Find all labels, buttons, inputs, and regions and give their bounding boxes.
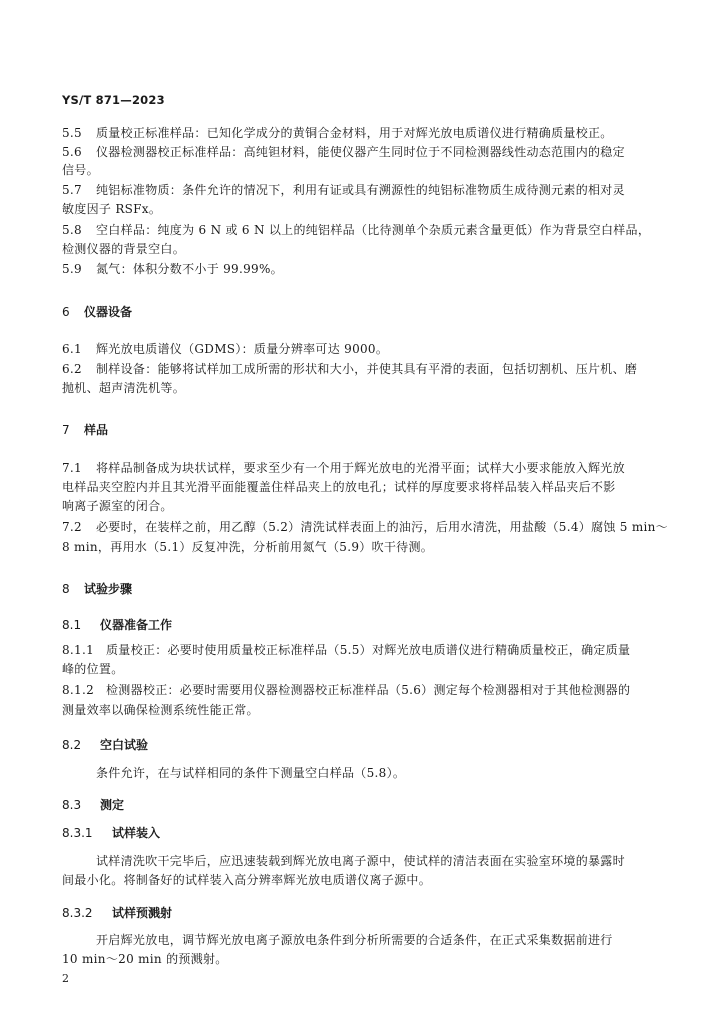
paragraph-8-2: 条件允许，在与试样相同的条件下测量空白样品（5.8）。: [96, 766, 406, 780]
clause-5-5: [62, 125, 613, 141]
subsection-title: 试样装入: [112, 826, 161, 840]
clause-5-7: [62, 182, 625, 198]
clause-7-1: [62, 460, 625, 476]
clause-text-continued: 峰的位置。: [62, 662, 124, 676]
section-title: 样品: [84, 423, 109, 437]
subsection-number: 8.3.2: [62, 906, 93, 920]
paragraph-8-3-2: 开启辉光放电，调节辉光放电离子源放电条件到分析所需要的合适条件，在正式采集数据前进行: [96, 933, 613, 947]
clause-text: 纯铝标准物质：条件允许的情况下，利用有证或具有溯源性的纯铝标准物质生成待测元素的相对灵: [96, 183, 625, 197]
clause-text-continued: 测量效率以确保检测系统性能正常。: [62, 703, 259, 717]
subsection-title: 仪器准备工作: [100, 618, 173, 632]
section-heading-8: [62, 581, 132, 597]
clause-text-continued: 信号。: [62, 163, 99, 177]
subsection-heading-8-3-1: [62, 825, 160, 841]
page-number: 2: [62, 972, 69, 985]
section-number: 8: [62, 582, 70, 596]
paragraph-8-3-1: 试样清洗吹干完毕后，应迅速装载到辉光放电离子源中，使试样的清洁表面在实验室环境的暴露时: [96, 854, 625, 868]
section-heading-7: [62, 422, 108, 438]
clause-number: 5.7: [62, 183, 82, 197]
clause-text: 制样设备：能够将试样加工成所需的形状和大小，并使其具有平滑的表面，包括切割机、压片机、磨: [96, 362, 638, 376]
doc-code-header: YS/T 871—2023: [62, 93, 165, 107]
clause-number: 5.8: [62, 223, 82, 237]
subsection-title: 空白试验: [100, 738, 149, 752]
clause-text: 将样品制备成为块状试样，要求至少有一个用于辉光放电的光滑平面；试样大小要求能放入辉光放: [96, 461, 625, 475]
clause-number: 7.2: [62, 520, 82, 534]
section-number: 6: [62, 305, 70, 319]
subsection-title: 测定: [100, 798, 125, 812]
clause-number: 5.6: [62, 145, 82, 159]
section-heading-6: [62, 304, 132, 320]
subsection-number: 8.1: [62, 618, 82, 632]
clause-number: 5.5: [62, 126, 82, 140]
clause-text-continued: 响离子源室的闭合。: [62, 499, 173, 513]
section-title: 仪器设备: [84, 305, 133, 319]
clause-number: 8.1.1: [62, 643, 95, 657]
subsection-heading-8-3: [62, 797, 124, 813]
clause-text: 必要时，在装样之前，用乙醇（5.2）清洗试样表面上的油污，后用水清洗，用盐酸（5.4）腐蚀 5 min～: [96, 520, 668, 534]
clause-number: 6.1: [62, 342, 82, 356]
clause-number: 7.1: [62, 461, 82, 475]
clause-number: 5.9: [62, 262, 82, 276]
subsection-heading-8-3-2: [62, 905, 172, 921]
paragraph-text-continued: 间最小化。将制备好的试样装入高分辨率辉光放电质谱仪离子源中。: [62, 873, 432, 887]
clause-text: 氮气：体积分数不小于 99.99%。: [96, 262, 283, 276]
clause-8-1-2: [62, 682, 630, 698]
subsection-number: 8.3.1: [62, 826, 93, 840]
clause-text-continued: 抛机、超声清洗机等。: [62, 381, 186, 395]
clause-text-continued: 电样品夹空腔内并且其光滑平面能覆盖住样品夹上的放电孔；试样的厚度要求将样品装入样品夹后不影: [62, 480, 616, 494]
clause-text: 质量校正标准样品：已知化学成分的黄铜合金材料，用于对辉光放电质谱仪进行精确质量校正。: [96, 126, 613, 140]
clause-5-8: [62, 222, 650, 238]
clause-7-2: [62, 519, 668, 535]
clause-text-continued: 8 min，再用水（5.1）反复冲洗，分析前用氮气（5.9）吹干待测。: [62, 540, 434, 554]
subsection-heading-8-2: [62, 737, 148, 753]
clause-text: 仪器检测器校正标准样品：高纯钽材料，能使仪器产生同时位于不同检测器线性动态范围内的稳定: [96, 145, 625, 159]
clause-6-2: [62, 361, 637, 377]
clause-text: 检测器校正：必要时需要用仪器检测器校正标准样品（5.6）测定每个检测器相对于其他检测器的: [106, 683, 631, 697]
subsection-number: 8.3: [62, 798, 82, 812]
clause-number: 8.1.2: [62, 683, 95, 697]
section-number: 7: [62, 423, 70, 437]
clause-5-9: [62, 261, 283, 277]
subsection-heading-8-1: [62, 617, 172, 633]
paragraph-text-continued: 10 min～20 min 的预溅射。: [62, 952, 228, 966]
clause-text: 辉光放电质谱仪（GDMS）：质量分辨率可达 9000。: [96, 342, 389, 356]
clause-number: 6.2: [62, 362, 82, 376]
clause-text-continued: 敏度因子 RSFx。: [62, 202, 162, 216]
clause-8-1-1: [62, 642, 630, 658]
clause-5-6: [62, 144, 625, 160]
subsection-title: 试样预溅射: [112, 906, 173, 920]
section-title: 试验步骤: [84, 582, 133, 596]
clause-6-1: [62, 341, 388, 357]
clause-text-continued: 检测仪器的背景空白。: [62, 242, 186, 256]
clause-text: 质量校正：必要时使用质量校正标准样品（5.5）对辉光放电质谱仪进行精确质量校正，确定质量: [106, 643, 631, 657]
clause-text: 空白样品：纯度为 6 N 或 6 N 以上的纯铝样品（比待测单个杂质元素含量更低）作为背景空白样品，: [96, 223, 651, 237]
subsection-number: 8.2: [62, 738, 82, 752]
